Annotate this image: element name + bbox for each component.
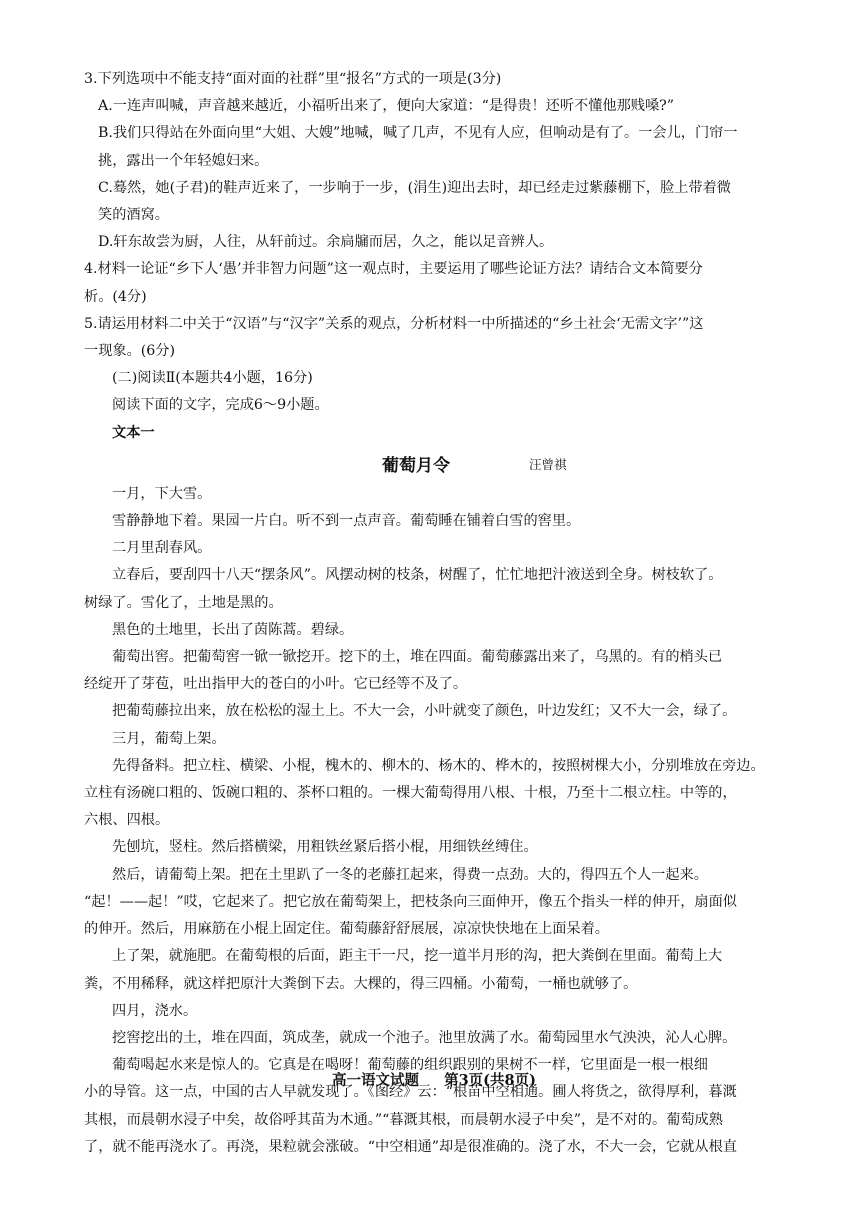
essay-line: 葡萄喝起水来是惊人的。它真是在喝呀！葡萄藤的组织跟别的果树不一样，它里面是一根一根细 xyxy=(112,1057,708,1074)
essay-line: 三月，葡萄上架。 xyxy=(112,730,226,747)
essay-line: 葡萄出窖。把葡萄窖一锨一锨挖开。挖下的土，堆在四面。葡萄藤露出来了，乌黑的。有的梢头已 xyxy=(112,649,723,666)
option-c-cont: 笑的酒窝。 xyxy=(98,207,169,224)
question-4: 4.材料一论证“乡下人‘愚’并非智力问题”这一观点时，主要运用了哪些论证方法？请结合文本简要分 xyxy=(84,261,703,278)
essay-title-row xyxy=(84,447,808,481)
option-a: A.一连声叫喊，声音越来越近，小福听出来了，便向大家道：“是得贵！还听不懂他那贱嗓?” xyxy=(98,98,674,115)
essay-line: 粪，不用稀释，就这样把原汁大粪倒下去。大棵的，得三四桶。小葡萄，一桶也就够了。 xyxy=(84,975,638,992)
essay-line: 经绽开了芽苞，吐出指甲大的苍白的小叶。它已经等不及了。 xyxy=(84,676,468,693)
essay-line: 树绿了。雪化了，土地是黑的。 xyxy=(84,594,283,611)
essay-line: 六根、四根。 xyxy=(84,812,170,829)
footer-page-number: 第3页(共8页) xyxy=(444,1072,536,1089)
essay-line: 然后，请葡萄上架。把在土里趴了一冬的老藤扛起来，得费一点劲。大的，得四五个人一起来。 xyxy=(112,866,708,883)
essay-line: 的伸开。然后，用麻筋在小棍上固定住。葡萄藤舒舒展展，凉凉快快地在上面呆着。 xyxy=(84,921,609,938)
essay-author: 汪曾祺 xyxy=(529,456,567,472)
essay-line: 把葡萄藤拉出来，放在松松的湿土上。不大一会，小叶就变了颜色，叶边发红；又不大一会，绿了。 xyxy=(112,703,737,720)
essay-line: 先得备料。把立柱、横梁、小棍，槐木的、柳木的、杨木的、桦木的，按照树棵大小，分别堆放在旁边。 xyxy=(112,757,765,774)
essay-line: 上了架，就施肥。在葡萄根的后面，距主干一尺，挖一道半月形的沟，把大粪倒在里面。葡萄上大 xyxy=(112,948,723,965)
essay-line: 先刨坑，竖柱。然后搭横梁，用粗铁丝紧后搭小棍，用细铁丝缚住。 xyxy=(112,839,538,856)
question-3: 3.下列选项中不能支持“面对面的社群”里“报名”方式的一项是(3分) xyxy=(84,71,502,87)
essay-line: 其根，而晨朝水浸子中矣，故俗呼其苗为木通。”“暮溉其根，而晨朝水浸子中矣”，是不对的。葡萄成熟 xyxy=(84,1111,723,1128)
question-5-cont: 一现象。(6分) xyxy=(84,343,176,360)
essay-line: “起！——起！”哎，它起来了。把它放在葡萄架上，把枝条向三面伸开，像五个指头一样的伸开，扇面似 xyxy=(84,893,737,910)
essay-line: 四月，浇水。 xyxy=(112,1002,198,1019)
essay-line: 立春后，要刮四十八天“摆条风”。风摆动树的枝条，树醒了，忙忙地把汁液送到全身。树枝软了。 xyxy=(112,567,723,584)
essay-line: 一月，下大雪。 xyxy=(112,485,212,502)
page-content xyxy=(84,66,808,1161)
section-instruction: 阅读下面的文字，完成6～9小题。 xyxy=(112,397,329,414)
option-c: C.蓦然，她(子君)的鞋声近来了，一步响于一步，(涓生)迎出去时，却已经走过紫藤棚下，脸上带着微 xyxy=(98,179,731,196)
essay-line: 了，就不能再浇水了。再浇，果粒就会涨破。“中空相通”却是很准确的。浇了水，不大一会，它就从根直 xyxy=(84,1138,737,1155)
essay-line: 小的导管。这一点，中国的古人早就发现了。《图经》云：“根苗中空相通。圃人将货之，欲得厚利，暮溉 xyxy=(84,1084,737,1101)
essay-line: 雪静静地下着。果园一片白。听不到一点声音。葡萄睡在铺着白雪的窖里。 xyxy=(112,513,581,530)
page-footer xyxy=(0,1069,868,1090)
question-4-cont: 析。(4分) xyxy=(84,288,147,305)
footer-subject: 高一语文试题 xyxy=(332,1072,420,1089)
essay-line: 二月里刮春风。 xyxy=(112,540,212,557)
essay-line: 挖窖挖出的土，堆在四面，筑成垄，就成一个池子。池里放满了水。葡萄园里水气泱泱，沁人心脾。 xyxy=(112,1029,737,1046)
option-d: D.轩东故尝为厨，人往，从轩前过。余扃牖而居，久之，能以足音辨人。 xyxy=(98,234,554,251)
essay-line: 黑色的土地里，长出了茵陈蒿。碧绿。 xyxy=(112,621,354,638)
text-label: 文本一 xyxy=(112,424,155,441)
question-5: 5.请运用材料二中关于“汉语”与“汉字”关系的观点，分析材料一中所描述的“乡土社会‘无需文字’”这 xyxy=(84,315,704,332)
essay-line: 立柱有汤碗口粗的、饭碗口粗的、茶杯口粗的。一棵大葡萄得用八根、十根，乃至十二根立柱。中等的， xyxy=(84,785,737,802)
essay-title: 葡萄月令 xyxy=(382,455,450,476)
section-heading: (二)阅读Ⅱ(本题共4小题，16分) xyxy=(112,370,313,387)
option-b-cont: 挑，露出一个年轻媳妇来。 xyxy=(98,152,269,169)
option-b: B.我们只得站在外面向里“大姐、大嫂”地喊，喊了几声，不见有人应，但响动是有了。一会儿，门帘一 xyxy=(98,125,738,142)
